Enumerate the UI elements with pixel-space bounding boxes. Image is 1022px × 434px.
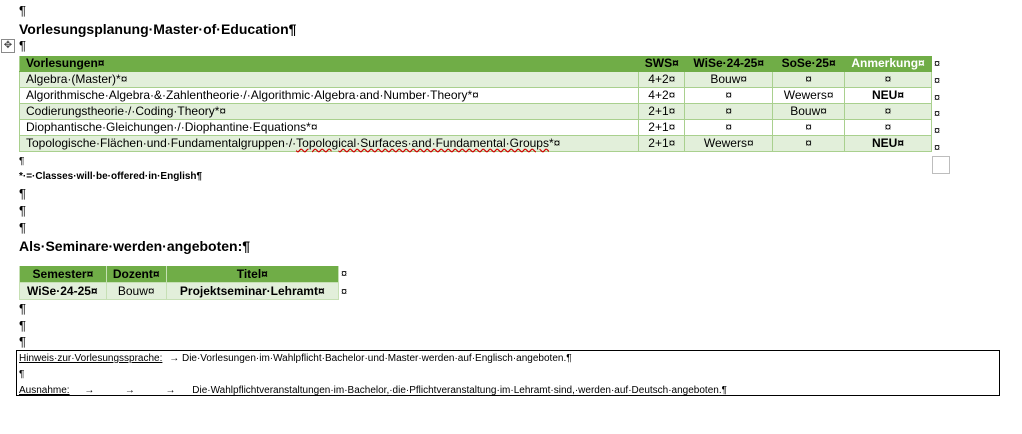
lecture-name-part: Topologische·Flächen·und·Fundamentalgruppen·/· (26, 136, 297, 150)
lecture-sws: 4+2¤ (639, 88, 685, 104)
tab-arrows: → → → (84, 385, 176, 396)
lecture-anmerkung: ¤ (845, 120, 932, 136)
lecture-name: Algorithmische·Algebra·&·Zahlentheorie·/·Algorithmic·Algebra·and·Number·Theory*¤ (20, 88, 639, 104)
lecture-wise: Wewers¤ (685, 136, 773, 152)
seminar-dozent: Bouw¤ (106, 283, 166, 300)
row-end-marker: ¤ (934, 75, 941, 87)
table-resize-handle[interactable] (932, 156, 950, 174)
lecture-wise: ¤ (685, 104, 773, 120)
lecture-wise: ¤ (685, 88, 773, 104)
table-row (20, 72, 932, 88)
lectures-table (19, 56, 932, 152)
lecture-sws: 2+1¤ (639, 104, 685, 120)
paragraph-mark: ¶ (19, 301, 26, 316)
exception-text: Die·Wahlpflichtveranstaltungen·im·Bachelor,·die·Pflichtveranstaltung·im·Lehramt·sind,·werden·auf·Deutsch·angeboten.¶ (192, 385, 727, 396)
paragraph-mark: ¶ (19, 203, 26, 218)
seminar-titel: Projektseminar·Lehramt¤ (166, 283, 338, 300)
lecture-name-part: *¤ (548, 136, 561, 150)
hint-line-1 (19, 351, 999, 367)
paragraph-mark: ¶ (19, 220, 26, 235)
lecture-anmerkung: ¤ (845, 72, 932, 88)
lecture-name: Algebra·(Master)*¤ (20, 72, 639, 88)
paragraph-mark: ¶ (19, 3, 26, 18)
lecture-wise: ¤ (685, 120, 773, 136)
seminar-semester: WiSe·24-25¤ (20, 283, 107, 300)
row-end-marker: ¤ (341, 268, 348, 280)
hint-text: → Die·Vorlesungen·im·Wahlpflicht·Bachelor·und·Master·werden·auf·Englisch·angeboten.¶ (169, 353, 572, 364)
exception-label: Ausnahme: (19, 385, 70, 396)
lecture-name-part-spellcheck: Topological·Surfaces·and·Fundamental·Groups (296, 136, 549, 150)
table-row (20, 88, 932, 104)
row-end-marker: ¤ (934, 125, 941, 137)
table-move-icon[interactable]: ✥ (1, 39, 15, 53)
lecture-sose: ¤ (773, 120, 845, 136)
hint-label: Hinweis·zur·Vorlesungssprache: (19, 353, 163, 364)
table-row (20, 283, 339, 300)
hint-line-2: ¶ (19, 369, 25, 380)
paragraph-mark: ¶ (19, 156, 25, 167)
lecture-anmerkung: ¤ (845, 104, 932, 120)
paragraph-mark: ¶ (19, 334, 26, 349)
lecture-name: Diophantische·Gleichungen·/·Diophantine·Equations*¤ (20, 120, 639, 136)
lecture-sws: 2+1¤ (639, 136, 685, 152)
lecture-sose: Bouw¤ (773, 104, 845, 120)
page-title: Vorlesungsplanung·Master·of·Education¶ (19, 21, 297, 37)
row-end-marker: ¤ (341, 286, 348, 298)
header-semester: Semester¤ (20, 266, 107, 283)
header-wise: WiSe·24-25¤ (685, 56, 773, 72)
row-end-marker: ¤ (934, 92, 941, 104)
paragraph-mark: ¶ (19, 186, 26, 201)
lecture-sws: 2+1¤ (639, 120, 685, 136)
lecture-sws: 4+2¤ (639, 72, 685, 88)
header-anmerkung: Anmerkung¤ (845, 56, 932, 72)
header-vorlesungen: Vorlesungen¤ (20, 56, 639, 72)
table-row (20, 136, 932, 152)
lecture-sose: ¤ (773, 72, 845, 88)
paragraph-mark: ¶ (19, 38, 26, 53)
paragraph-mark: ¶ (19, 318, 26, 333)
header-titel: Titel¤ (166, 266, 338, 283)
table-header-row (20, 56, 932, 72)
seminars-table (19, 266, 339, 300)
lecture-wise: Bouw¤ (685, 72, 773, 88)
lecture-sose: ¤ (773, 136, 845, 152)
english-note: *·=·Classes·will·be·offered·in·English¶ (19, 171, 203, 182)
language-hint-box (16, 350, 1000, 396)
lecture-name: Codierungstheorie·/·Coding·Theory*¤ (20, 104, 639, 120)
lecture-anmerkung: NEU¤ (845, 88, 932, 104)
row-end-marker: ¤ (934, 108, 941, 120)
lecture-sose: Wewers¤ (773, 88, 845, 104)
lecture-anmerkung: NEU¤ (845, 136, 932, 152)
header-sws: SWS¤ (639, 56, 685, 72)
seminar-heading: Als·Seminare·werden·angeboten:¶ (19, 238, 251, 254)
header-sose: SoSe·25¤ (773, 56, 845, 72)
row-end-marker: ¤ (934, 142, 941, 154)
row-end-marker: ¤ (934, 58, 941, 70)
table-row (20, 120, 932, 136)
table-row (20, 104, 932, 120)
table-header-row (20, 266, 339, 283)
lecture-name (20, 136, 639, 152)
hint-line-3 (19, 383, 999, 399)
header-dozent: Dozent¤ (106, 266, 166, 283)
